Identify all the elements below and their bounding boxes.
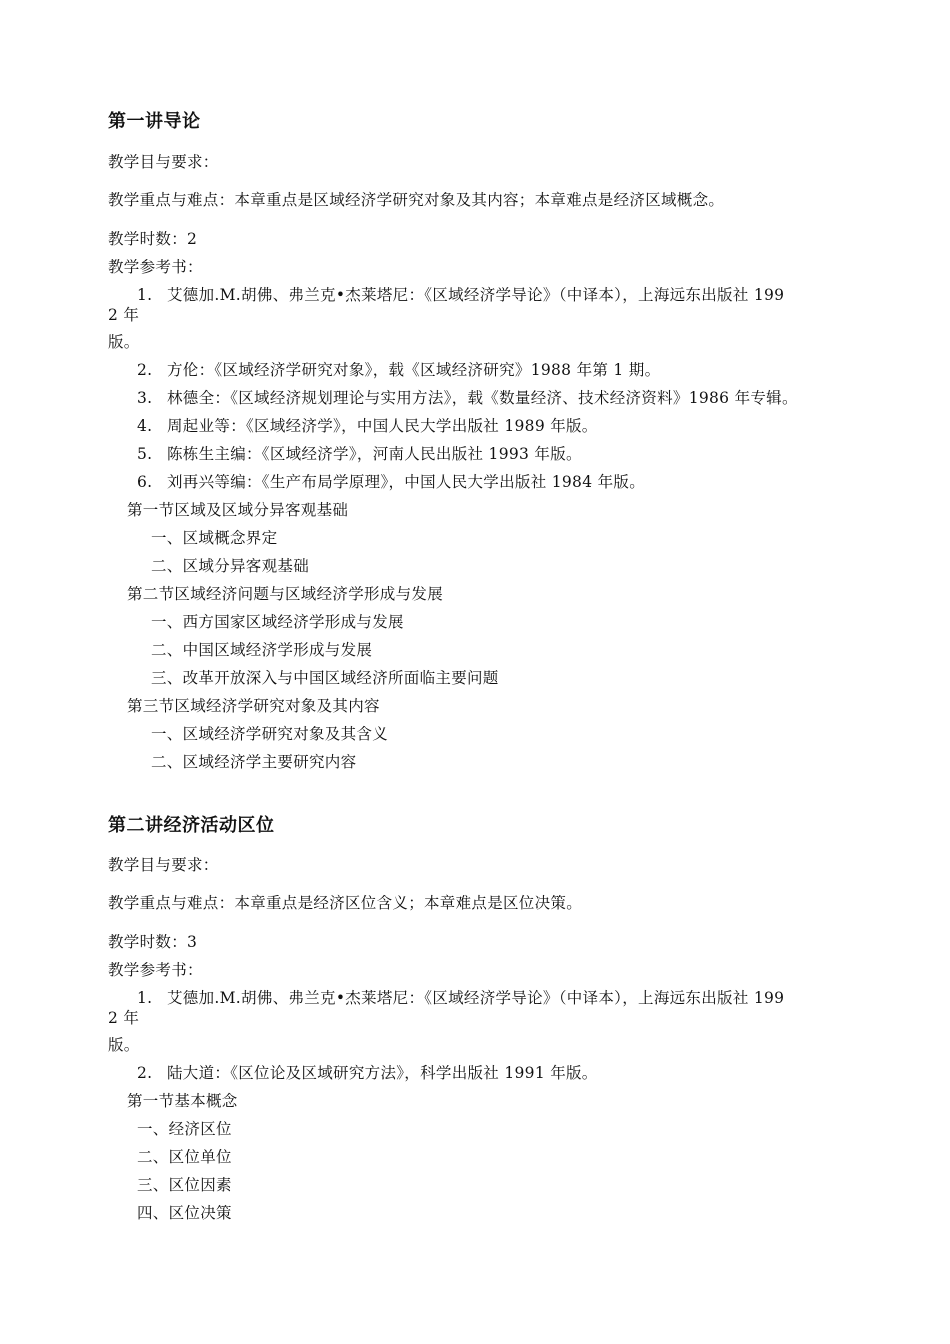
lecture1-section-1-item-2: 二、区域分异客观基础 xyxy=(151,557,310,575)
lecture1-section-1: 第一节区域及区域分异客观基础 xyxy=(127,501,349,519)
ref-number: 1. xyxy=(137,989,153,1007)
lecture2-section-1-item-3: 三、区位因素 xyxy=(137,1176,232,1194)
lecture2-section-1-item-2: 二、区位单位 xyxy=(137,1148,232,1166)
lecture2-section-1-item-4: 四、区位决策 xyxy=(137,1204,232,1222)
ref-text: 陆大道：《区位论及区域研究方法》，科学出版社 1991 年版。 xyxy=(167,1064,598,1082)
lecture2-section-1: 第一节基本概念 xyxy=(127,1092,238,1110)
lecture1-ref-6 xyxy=(137,472,645,492)
lecture1-ref-2 xyxy=(137,360,660,380)
ref-number: 1. xyxy=(137,286,153,304)
lecture2-refs-label: 教学参考书： xyxy=(108,961,203,979)
ref-number: 2. xyxy=(137,361,153,379)
lecture1-objectives: 教学目与要求： xyxy=(108,153,219,171)
lecture1-section-2-item-3: 三、改革开放深入与中国区域经济所面临主要问题 xyxy=(151,669,499,687)
ref-number: 6. xyxy=(137,473,153,491)
lecture2-ref-1-cont: 2 年 xyxy=(108,1009,140,1027)
lecture2-ref-1-cont2: 版。 xyxy=(108,1036,140,1054)
lecture1-ref-4 xyxy=(137,416,598,436)
lecture1-title: 第一讲导论 xyxy=(108,111,201,132)
ref-text: 艾德加.M.胡佛、弗兰克•杰莱塔尼：《区域经济学导论》（中译本），上海远东出版社 199 xyxy=(167,989,785,1007)
lecture1-section-2-item-2: 二、中国区域经济学形成与发展 xyxy=(151,641,373,659)
lecture2-title: 第二讲经济活动区位 xyxy=(108,815,275,836)
lecture1-section-2: 第二节区域经济问题与区域经济学形成与发展 xyxy=(127,585,444,603)
ref-text: 艾德加.M.胡佛、弗兰克•杰莱塔尼：《区域经济学导论》（中译本），上海远东出版社 199 xyxy=(167,286,785,304)
ref-number: 5. xyxy=(137,445,153,463)
lecture1-ref-1-cont: 2 年 xyxy=(108,306,140,324)
lecture1-section-1-item-1: 一、区域概念界定 xyxy=(151,529,278,547)
ref-text: 周起业等：《区域经济学》，中国人民大学出版社 1989 年版。 xyxy=(167,417,598,435)
lecture1-ref-3 xyxy=(137,388,798,408)
lecture2-ref-1 xyxy=(137,988,784,1008)
lecture1-section-3-item-2: 二、区域经济学主要研究内容 xyxy=(151,753,357,771)
lecture2-ref-2 xyxy=(137,1063,598,1083)
ref-number: 4. xyxy=(137,417,153,435)
lecture1-focus: 教学重点与难点：本章重点是区域经济学研究对象及其内容；本章难点是经济区域概念。 xyxy=(108,191,725,209)
ref-text: 刘再兴等编：《生产布局学原理》，中国人民大学出版社 1984 年版。 xyxy=(167,473,646,491)
lecture1-ref-1 xyxy=(137,285,784,305)
ref-text: 林德全：《区域经济规划理论与实用方法》，载《数量经济、技术经济资料》1986 年专辑。 xyxy=(167,389,798,407)
lecture1-hours: 教学时数：2 xyxy=(108,230,198,248)
ref-number: 3. xyxy=(137,389,153,407)
lecture1-ref-5 xyxy=(137,444,582,464)
lecture1-section-3-item-1: 一、区域经济学研究对象及其含义 xyxy=(151,725,389,743)
ref-number: 2. xyxy=(137,1064,153,1082)
lecture1-ref-1-cont2: 版。 xyxy=(108,333,140,351)
lecture2-hours: 教学时数：3 xyxy=(108,933,198,951)
lecture2-objectives: 教学目与要求： xyxy=(108,856,219,874)
lecture2-focus: 教学重点与难点：本章重点是经济区位含义；本章难点是区位决策。 xyxy=(108,894,583,912)
lecture1-refs-label: 教学参考书： xyxy=(108,258,203,276)
lecture1-section-3: 第三节区域经济学研究对象及其内容 xyxy=(127,697,380,715)
lecture2-section-1-item-1: 一、经济区位 xyxy=(137,1120,232,1138)
ref-text: 陈栋生主编：《区域经济学》，河南人民出版社 1993 年版。 xyxy=(167,445,582,463)
lecture1-section-2-item-1: 一、西方国家区域经济学形成与发展 xyxy=(151,613,404,631)
ref-text: 方伦：《区域经济学研究对象》，载《区域经济研究》1988 年第 1 期。 xyxy=(167,361,661,379)
